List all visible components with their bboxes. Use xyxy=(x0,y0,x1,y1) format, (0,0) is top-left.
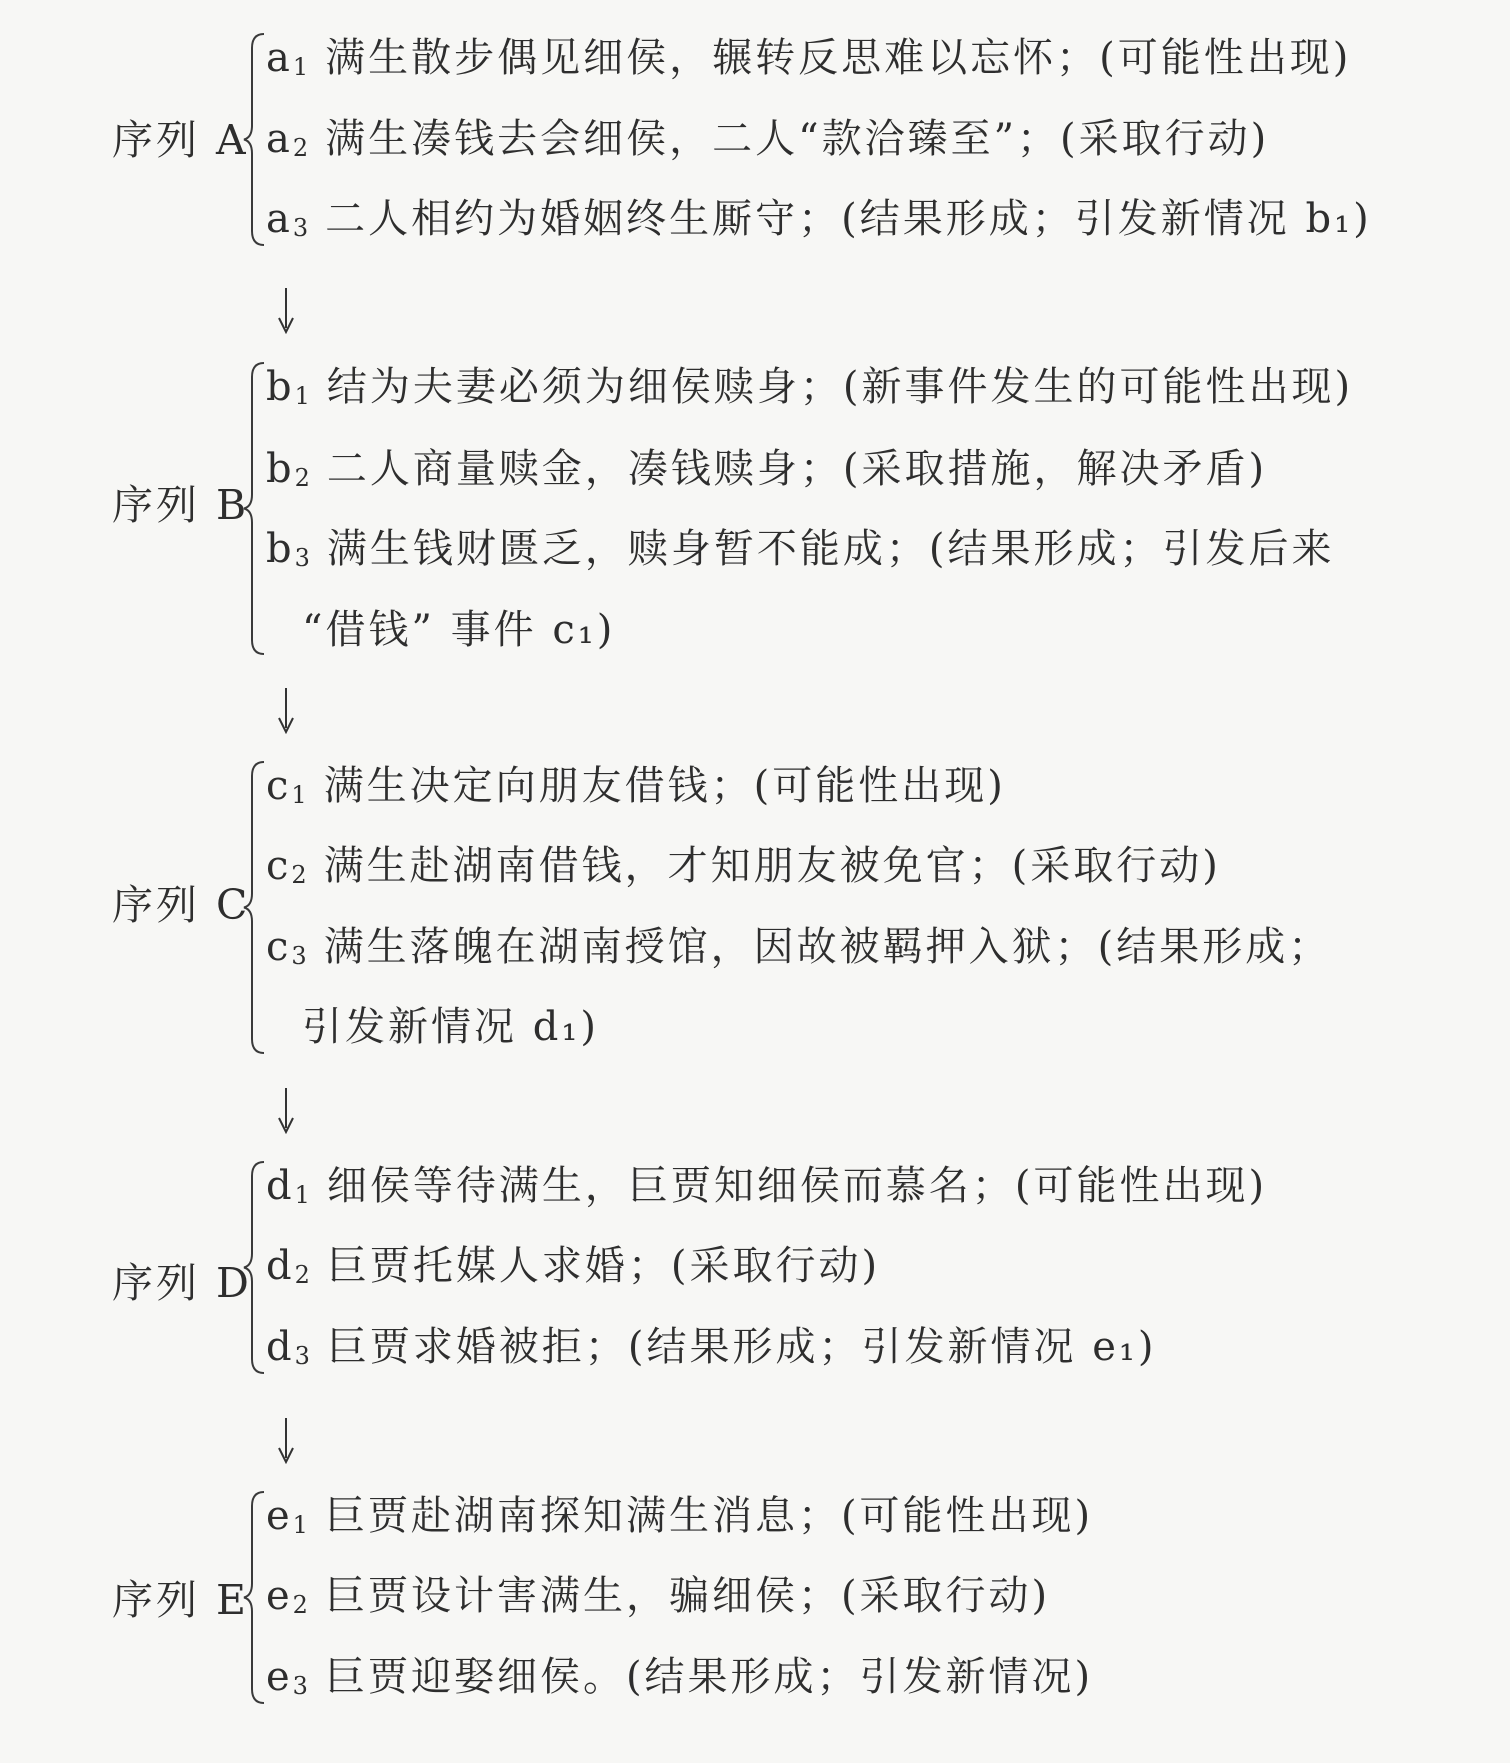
item-tag xyxy=(266,1573,311,1619)
item-text: 巨贾求婚被拒；(结果形成；引发新情况 e₁) xyxy=(326,1324,1157,1370)
curly-brace xyxy=(242,760,268,1055)
item-tag xyxy=(266,1654,311,1700)
item-tag-letter: d xyxy=(266,1163,295,1209)
item-text-continuation: 引发新情况 d₁) xyxy=(302,1004,599,1050)
item-tag xyxy=(266,843,310,889)
item-tag-subscript: 1 xyxy=(292,1511,311,1539)
item-tag-letter: b xyxy=(266,446,295,492)
sequence-b xyxy=(0,361,1510,656)
item-text: 满生凑钱去会细侯，二人“款洽臻至”；(采取行动) xyxy=(325,116,1270,162)
item-tag-letter: a xyxy=(266,116,293,162)
sequence-item xyxy=(266,763,1006,809)
item-tag xyxy=(266,1324,313,1370)
down-arrow-icon xyxy=(276,288,296,334)
item-tag-letter: a xyxy=(266,196,293,242)
sequence-item xyxy=(266,364,1354,410)
sequence-item xyxy=(266,1324,1157,1370)
sequence-item xyxy=(266,526,1335,572)
item-text: 二人相约为婚姻终生厮守；(结果形成；引发新情况 b₁) xyxy=(325,196,1372,242)
item-tag-letter: e xyxy=(266,1654,293,1700)
item-tag xyxy=(266,1243,313,1289)
sequence-a xyxy=(0,32,1510,247)
item-tag xyxy=(266,116,312,162)
item-text: 巨贾设计害满生，骗细侯；(采取行动) xyxy=(324,1573,1051,1619)
item-tag-letter: c xyxy=(266,763,292,809)
item-tag-subscript: 2 xyxy=(292,1591,311,1619)
down-arrow-icon xyxy=(276,1418,296,1464)
sequence-item xyxy=(266,446,1268,492)
item-tag xyxy=(266,924,310,970)
curly-brace xyxy=(242,32,268,247)
item-tag-letter: c xyxy=(266,924,292,970)
sequence-item xyxy=(266,1493,1094,1539)
item-tag-subscript: 2 xyxy=(292,134,312,162)
item-tag-subscript: 3 xyxy=(294,1342,313,1370)
down-arrow-icon xyxy=(276,1088,296,1134)
item-text: 巨贾赴湖南探知满生消息；(可能性出现) xyxy=(324,1493,1094,1539)
item-tag xyxy=(266,1163,313,1209)
item-tag-subscript: 3 xyxy=(291,942,310,970)
item-text: 细侯等待满生，巨贾知细侯而慕名；(可能性出现) xyxy=(326,1163,1268,1209)
curly-brace xyxy=(242,1160,268,1375)
item-tag xyxy=(266,446,313,492)
sequence-item xyxy=(266,1163,1268,1209)
sequence-label: 序列 A xyxy=(112,116,249,164)
item-tag-letter: b xyxy=(266,526,295,572)
item-tag-subscript: 1 xyxy=(294,1181,313,1209)
item-tag xyxy=(266,1493,311,1539)
item-tag xyxy=(266,196,312,242)
down-arrow-icon xyxy=(276,688,296,734)
item-tag-letter: d xyxy=(266,1243,295,1289)
item-tag-letter: b xyxy=(266,364,295,410)
item-text: 二人商量赎金，凑钱赎身；(采取措施，解决矛盾) xyxy=(326,446,1268,492)
item-tag-subscript: 3 xyxy=(292,214,312,242)
sequence-label: 序列 C xyxy=(112,881,251,929)
sequence-label: 序列 E xyxy=(112,1576,249,1624)
item-tag-subscript: 1 xyxy=(291,781,310,809)
sequence-item xyxy=(266,196,1372,242)
item-tag-subscript: 1 xyxy=(294,382,313,410)
item-text: 满生钱财匮乏，赎身暂不能成；(结果形成；引发后来 xyxy=(326,526,1335,572)
sequence-c xyxy=(0,760,1510,1055)
sequence-item xyxy=(266,924,1332,970)
sequence-item xyxy=(266,35,1352,81)
item-tag xyxy=(266,526,313,572)
item-text: 满生决定向朋友借钱；(可能性出现) xyxy=(323,763,1006,809)
curly-brace xyxy=(242,361,268,656)
item-text: 巨贾托媒人求婚；(采取行动) xyxy=(326,1243,881,1289)
item-text: 巨贾迎娶细侯。(结果形成；引发新情况) xyxy=(324,1654,1094,1700)
item-tag-letter: d xyxy=(266,1324,295,1370)
curly-brace xyxy=(242,1490,268,1705)
item-text: 满生散步偶见细侯，辗转反思难以忘怀；(可能性出现) xyxy=(325,35,1352,81)
item-tag-letter: e xyxy=(266,1573,293,1619)
item-tag-subscript: 3 xyxy=(294,544,313,572)
sequence-item xyxy=(266,1573,1051,1619)
item-tag-subscript: 2 xyxy=(294,1261,313,1289)
item-tag-letter: c xyxy=(266,843,292,889)
item-text-continuation: “借钱” 事件 c₁) xyxy=(302,607,616,653)
item-text: 结为夫妻必须为细侯赎身；(新事件发生的可能性出现) xyxy=(326,364,1354,410)
sequence-item xyxy=(266,1654,1094,1700)
item-tag-subscript: 2 xyxy=(294,464,313,492)
sequence-d xyxy=(0,1160,1510,1375)
item-tag-subscript: 3 xyxy=(292,1672,311,1700)
sequence-item xyxy=(266,843,1221,889)
item-tag-letter: a xyxy=(266,35,293,81)
item-text: 满生赴湖南借钱，才知朋友被免官；(采取行动) xyxy=(323,843,1221,889)
item-tag xyxy=(266,763,310,809)
sequence-label: 序列 D xyxy=(112,1259,252,1307)
sequence-e xyxy=(0,1490,1510,1705)
sequence-item xyxy=(266,116,1270,162)
sequence-item xyxy=(266,1243,881,1289)
item-tag xyxy=(266,364,313,410)
sequence-label: 序列 B xyxy=(112,481,250,529)
item-text: 满生落魄在湖南授馆，因故被羁押入狱；(结果形成； xyxy=(323,924,1332,970)
item-tag-subscript: 1 xyxy=(292,53,312,81)
item-tag xyxy=(266,35,312,81)
item-tag-subscript: 2 xyxy=(291,861,310,889)
item-tag-letter: e xyxy=(266,1493,293,1539)
